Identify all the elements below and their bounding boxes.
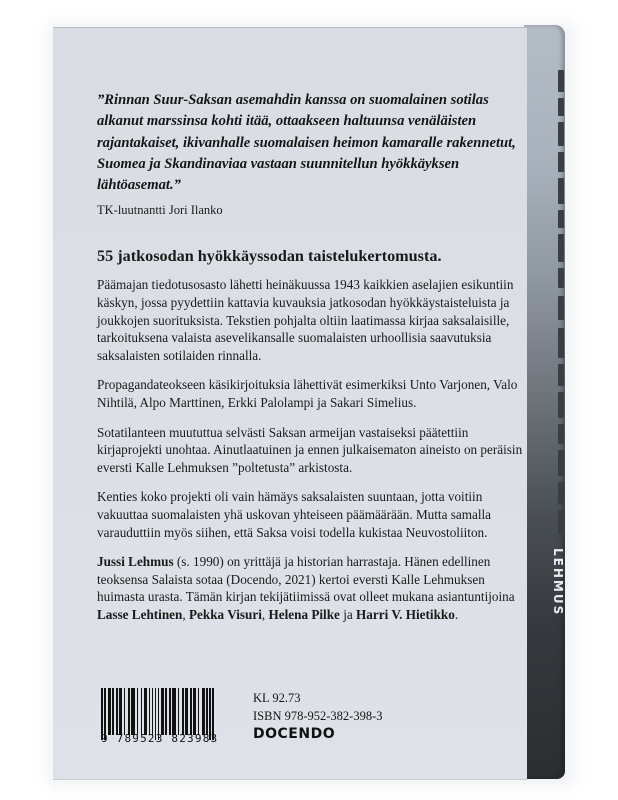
cover-text xyxy=(97,90,527,624)
expert-name: Harri V. Hietikko xyxy=(356,606,455,622)
separator: , xyxy=(182,606,189,622)
separator: ja xyxy=(339,606,357,622)
expert-name: Lasse Lehtinen xyxy=(97,606,183,622)
description-paragraph-2: Propagandateokseen käsikirjoituksia lähettivät esimerkiksi Unto Varjonen, Valo Nihtilä, Alpo Marttinen, Erkki Palolampi ja Sakari Simelius. xyxy=(97,377,518,411)
author-bio xyxy=(97,553,527,623)
expert-name: Pekka Visuri xyxy=(188,606,262,622)
period: . xyxy=(454,606,459,622)
description-paragraph-1: Päämajan tiedotusosasto lähetti heinäkuussa 1943 kaikkien aselajien esikuntiin käskyn, jossa pyydettiin kattavia kuvauksia jatkosodan hyökkäystaisteluista ja joukkojen suorituksista. Tekstien pohjalta oltiin laatimassa kirjaa saksalaisille, tarkoituksena valaista asevelikansalle suomalaisten urhoollisia saavutuksia saksalaisten sotilaiden rinnalla. xyxy=(97,277,514,363)
expert-name: Helena Pilke xyxy=(268,606,340,622)
isbn-barcode xyxy=(101,688,229,746)
description-paragraph-3: Sotatilanteen muututtua selvästi Saksan armeijan vastaiseksi päätettiin kirjaprojekti unohtaa. Ainutlaatuinen ja ennen julkaisematon aineisto on peräisin eversti Kalle Lehmuksen ”poltetusta” arkistosta. xyxy=(97,424,523,475)
isbn-number: ISBN 978-952-382-398-3 xyxy=(253,708,383,723)
barcode-bars xyxy=(101,688,229,735)
bio-text: (s. 1990) on yrittäjä ja historian harrastaja. Hänen edellinen teoksensa Salaista sotaa (Docendo, 2021) kertoi eversti Kalle Lehmuksen huimasta urasta. Tämän kirjan tekijätiimissä ovat olleet mukana asiantuntijoina xyxy=(97,554,515,605)
publisher-logo: DOCENDO xyxy=(253,726,336,742)
spine-author-name: LEHMUS xyxy=(551,548,565,617)
library-classification: KL 92.73 xyxy=(253,691,301,705)
description-paragraph-4: Kenties koko projekti oli vain hämäys saksalaisten suuntaan, jotta voitiin vakuuttaa suomalaisten yhä uskovan yhteiseen päämäärään. Mutta samalla varauduttiin myös siihen, että Saksa voisi todella kukistaa Neuvostoliiton. xyxy=(97,489,492,540)
barcode-digits: 9 789523 823983 xyxy=(101,732,219,745)
quote-attribution: TK-luutnantti Jori Ilanko xyxy=(97,203,223,218)
author-name: Jussi Lehmus xyxy=(97,554,174,570)
headline: 55 jatkosodan hyökkäyssodan taistelukertomusta. xyxy=(97,247,442,266)
blurb-quote: ”Rinnan Suur-Saksan asemahdin kanssa on suomalainen sotilas alkanut marssinsa kohti itää, ottaakseen haltuunsa venäläisten rajantakaiset, ikivanhalle suomalaisen heimon kamaralle rakennetut, Suomea ja Skandinaviaa vastaan suunnitellun hyökkäyksen lähtöasemat.” xyxy=(97,92,516,194)
separator: , xyxy=(261,606,269,622)
book-metadata xyxy=(253,690,383,744)
